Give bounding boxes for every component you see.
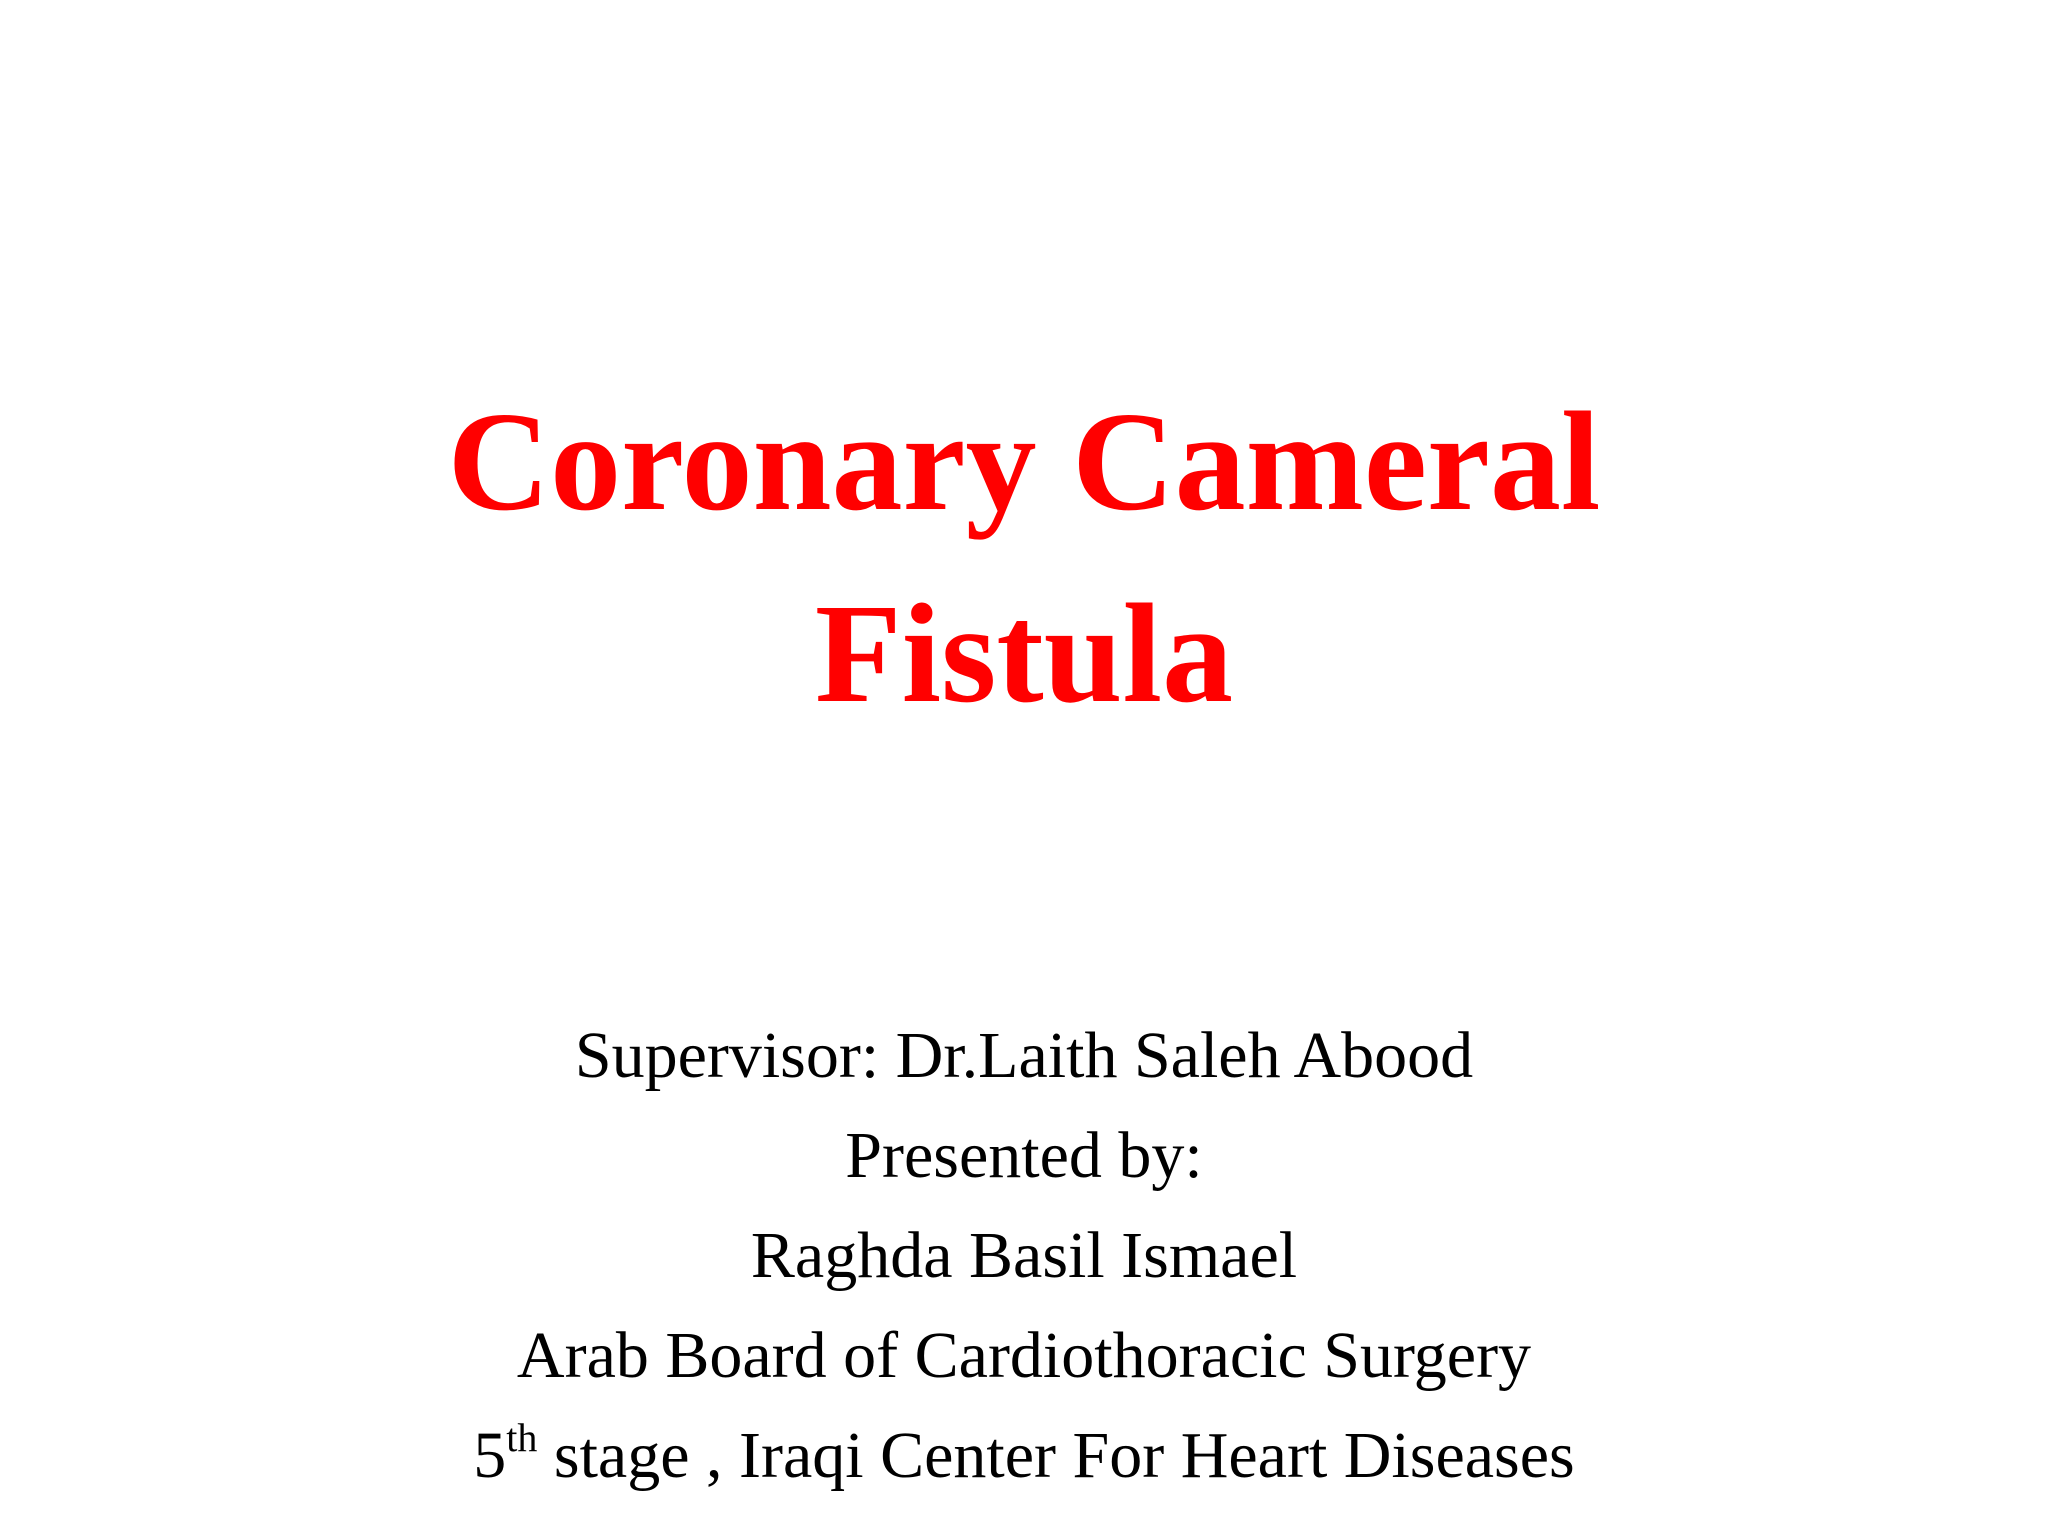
presented-by-line: Presented by: — [845, 1119, 1203, 1192]
stage-line — [0, 1406, 2048, 1506]
program-line: Arab Board of Cardiothoracic Surgery — [516, 1319, 1532, 1392]
title-line-1: Coronary Cameral — [447, 382, 1601, 540]
stage-ordinal-suffix: th — [506, 1415, 538, 1460]
presenter-name: Raghda Basil Ismael — [750, 1219, 1298, 1292]
title-line-2: Fistula — [814, 574, 1234, 732]
slide-title — [0, 365, 2048, 749]
supervisor-line: Supervisor: Dr.Laith Saleh Abood — [574, 1019, 1474, 1092]
slide-subtitle — [0, 1006, 2048, 1506]
stage-institution: stage , Iraqi Center For Heart Diseases — [537, 1419, 1575, 1492]
stage-number: 5 — [473, 1419, 507, 1492]
